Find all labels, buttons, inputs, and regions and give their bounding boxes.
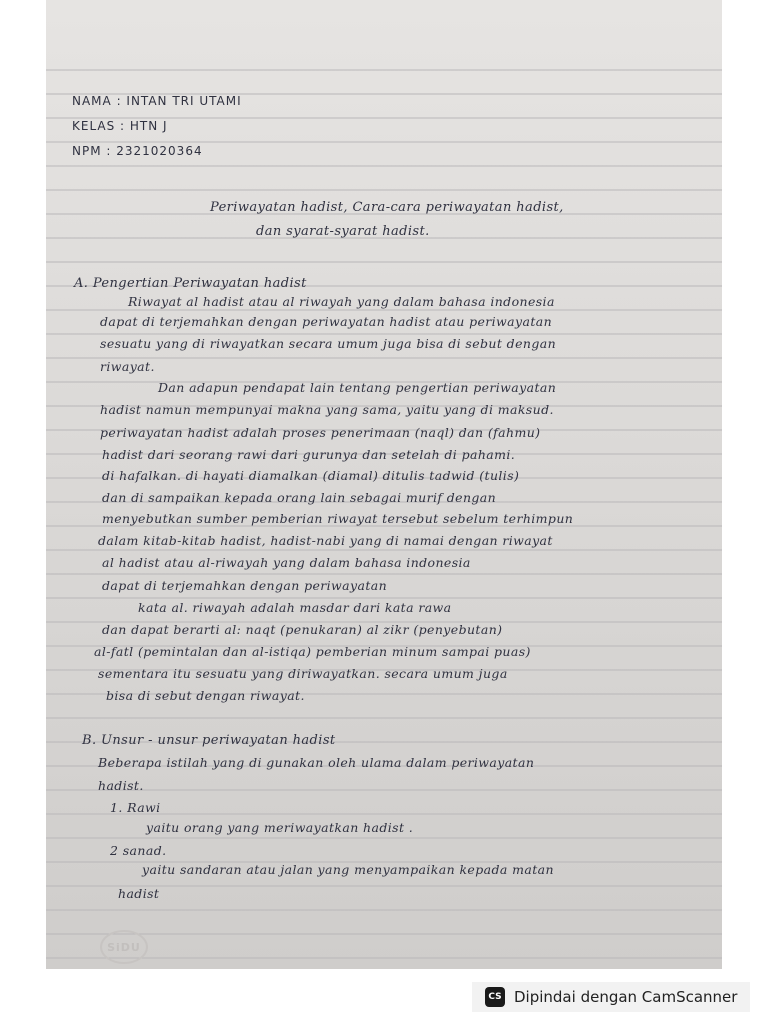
section-a-heading: A. Pengertian Periwayatan hadist: [74, 276, 307, 291]
section-a-line: al-fatl (pemintalan dan al-istiqa) pemberian minum sampai puas): [94, 644, 531, 659]
camscanner-logo-icon: CS: [485, 987, 505, 1007]
class-line: KELAS : HTN J: [72, 119, 168, 133]
section-a-line: periwayatan hadist adalah proses penerimaan (naql) dan (fahmu): [100, 425, 541, 440]
section-a-line: hadist dari seorang rawi dari gurunya dan setelah di pahami.: [102, 447, 516, 462]
section-a-line: di hafalkan. di hayati diamalkan (diamal) ditulis tadwid (tulis): [102, 468, 520, 483]
item-sanad-desc-2: hadist: [118, 886, 160, 901]
item-sanad-label: 2 sanad.: [110, 843, 167, 858]
notebook-page: [46, 0, 722, 969]
section-b-intro-1: Beberapa istilah yang di gunakan oleh ulama dalam periwayatan: [98, 755, 535, 770]
item-rawi-desc: yaitu orang yang meriwayatkan hadist .: [146, 820, 414, 835]
camscanner-label: Dipindai dengan CamScanner: [514, 988, 738, 1006]
section-a-line: sesuatu yang di riwayatkan secara umum juga bisa di sebut dengan: [100, 336, 557, 351]
section-a-line: menyebutkan sumber pemberian riwayat tersebut sebelum terhimpun: [102, 511, 574, 526]
section-a-line: bisa di sebut dengan riwayat.: [106, 688, 305, 703]
name-line: NAMA : INTAN TRI UTAMI: [72, 94, 242, 108]
section-b-heading: B. Unsur - unsur periwayatan hadist: [82, 733, 336, 748]
item-sanad-desc-1: yaitu sandaran atau jalan yang menyampaikan kepada matan: [142, 862, 554, 877]
item-rawi-label: 1. Rawi: [110, 800, 161, 815]
section-b-intro-2: hadist.: [98, 778, 144, 793]
section-a-line: dapat di terjemahkan dengan periwayatan hadist atau periwayatan: [100, 314, 553, 329]
section-a-line: dapat di terjemahkan dengan periwayatan: [102, 578, 388, 593]
sidu-logo-stamp: [100, 930, 148, 964]
title-line-1: Periwayatan hadist, Cara-cara periwayatan hadist,: [210, 200, 564, 215]
section-a-line: dan di sampaikan kepada orang lain sebagai murif dengan: [102, 490, 497, 505]
section-a-line: riwayat.: [100, 359, 155, 374]
section-a-line: Dan adapun pendapat lain tentang pengertian periwayatan: [158, 380, 557, 395]
camscanner-watermark: [472, 982, 750, 1012]
section-a-line: dan dapat berarti al: naqt (penukaran) al zikr (penyebutan): [102, 622, 503, 637]
section-a-line: dalam kitab-kitab hadist, hadist-nabi yang di namai dengan riwayat: [98, 533, 553, 548]
title-line-2: dan syarat-syarat hadist.: [256, 224, 430, 239]
section-a-line: hadist namun mempunyai makna yang sama, yaitu yang di maksud.: [100, 402, 554, 417]
section-a-line: al hadist atau al-riwayah yang dalam bahasa indonesia: [102, 555, 471, 570]
section-a-line: sementara itu sesuatu yang diriwayatkan. secara umum juga: [98, 666, 508, 681]
section-a-line: Riwayat al hadist atau al riwayah yang dalam bahasa indonesia: [128, 294, 555, 309]
npm-line: NPM : 2321020364: [72, 144, 203, 158]
section-a-line: kata al. riwayah adalah masdar dari kata rawa: [138, 600, 452, 615]
sidu-stamp-text: SiDU: [107, 940, 141, 954]
